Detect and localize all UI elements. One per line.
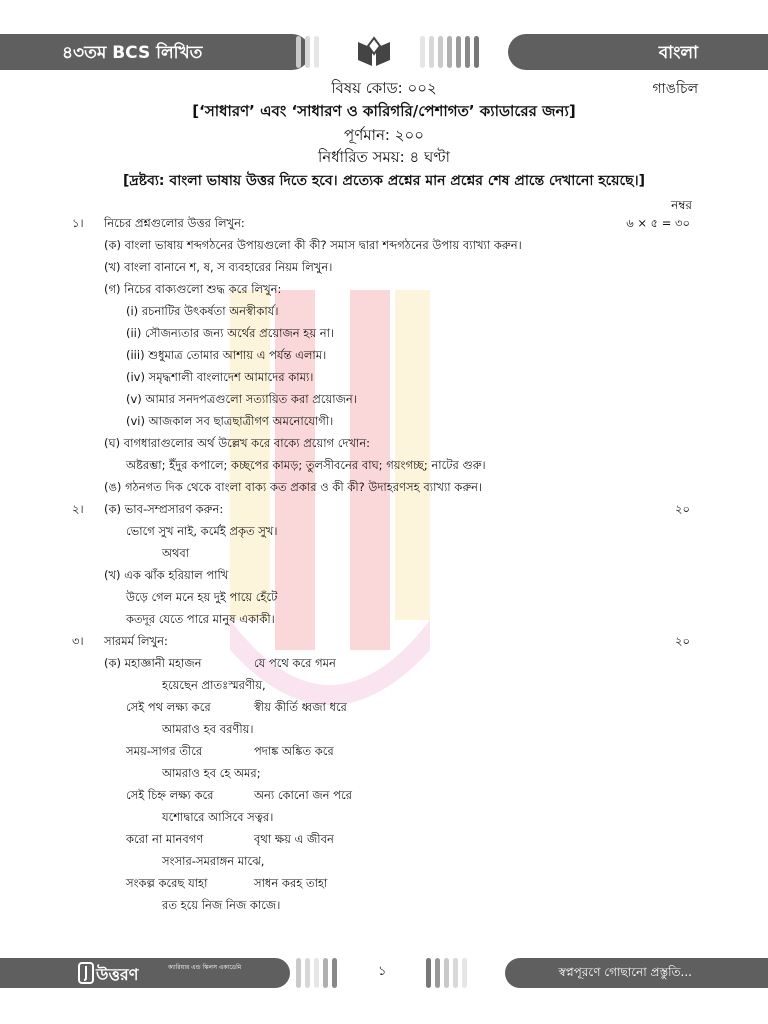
cadre-line: [‘সাধারণ’ এবং ‘সাধারণ ও কারিগরি/পেশাগত’ ক্যাডারের জন্য] [192, 102, 576, 120]
instruction-note: [দ্রষ্টব্য: বাংলা ভাষায় উত্তর দিতে হবে। প্রত্যেক প্রশ্নের মান প্রশ্নের শেষ প্রান্তে দেখানো হয়েছে।] [122, 173, 646, 189]
brand-logo-icon [78, 962, 94, 984]
poem-line-9a: করো না মানবগণ [126, 832, 204, 846]
footer-right-band [505, 958, 768, 988]
q1-a: (ক) বাংলা ভাষায় শব্দগঠনের উপায়গুলো কী কী? সমাস দ্বারা শব্দগঠনের উপায় ব্যাখ্যা করুন। [104, 238, 522, 252]
q3-text: সারমর্ম লিখুন: [104, 634, 168, 648]
q1-number: ১। [72, 216, 84, 230]
header-left-band [0, 34, 310, 70]
page-number: ১ [378, 964, 387, 979]
q1-c: (গ) নিচের বাক্যগুলো শুদ্ধ করে লিখুন: [104, 282, 282, 296]
q1-d: (ঘ) বাগধারাগুলোর অর্থ উল্লেখ করে বাক্যে প্রয়োগ দেখান: [104, 436, 371, 450]
poem-line-11a: সংকল্প করেছ যাহা [126, 876, 208, 890]
q1-c-vi: (vi) আজকাল সব ছাত্রছাত্রীগণ অমনোযোগী। [126, 414, 334, 428]
brand-subtitle: ক্যারিয়ার এন্ড স্কিলস একাডেমি [168, 964, 242, 971]
poem-line-12: রত হয়ে নিজ নিজ কাজে। [162, 898, 281, 912]
footer-slogan: স্বপ্নপূরণে গোছানো প্রস্তুতি... [558, 965, 692, 979]
poem-line-4: আমরাও হব বরণীয়। [162, 722, 254, 736]
poem-line-3b: স্বীয় কীর্তি ধ্বজা ধরে [254, 700, 347, 714]
q1-text: নিচের প্রশ্নগুলোর উত্তর লিখুন: [104, 216, 245, 230]
q2-b-line2: কতদূর যেতে পারে মানুষ একাকী। [126, 612, 275, 626]
time-allowed: নির্ধারিত সময়: ৪ ঘণ্টা [317, 148, 451, 166]
q1-b: (খ) বাংলা বানানে শ, ষ, স ব্যবহারের নিয়ম লিখুন। [104, 260, 333, 274]
q2-b-line1: উড়ে গেল মনে হয় দুই পায়ে হেঁটে [126, 590, 278, 604]
footer-stripes-left [296, 958, 341, 988]
q1-c-iv: (iv) সমৃদ্ধশালী বাংলাদেশ আমাদের কাম্য। [126, 370, 314, 384]
full-marks: পূর্ণমান: ২০০ [344, 126, 424, 144]
tag-label: গাঙচিল [652, 81, 698, 97]
poem-line-1b: যে পথে করে গমন [254, 656, 336, 670]
q2-b: (খ) এক ঝাঁক হরিয়াল পাখি [104, 568, 229, 582]
poem-line-7b: অন্য কোনো জন পরে [254, 788, 352, 802]
poem-line-5b: পদাঙ্ক অঙ্কিত করে [254, 744, 334, 758]
q3-marks: ২০ [675, 634, 690, 648]
q3-number: ৩। [72, 634, 84, 648]
poem-line-3a: সেই পথ লক্ষ্য করে [126, 700, 211, 714]
q2-number: ২। [72, 502, 84, 516]
q1-e: (ঙ) গঠনগত দিক থেকে বাংলা বাক্য কত প্রকার ও কী কী? উদাহরণসহ ব্যাখ্যা করুন। [104, 480, 483, 494]
subject-code: বিষয় কোড: ০০২ [331, 79, 437, 97]
q1-marks: ৬ × ৫ = ৩০ [626, 216, 690, 230]
footer-left-band [0, 958, 290, 988]
q1-c-i: (i) রচনাটির উৎকর্ষতা অনস্বীকার্য। [126, 304, 279, 318]
poem-line-10: সংসার-সমরাঙ্গন মাঝে, [162, 854, 265, 868]
poem-line-2: হয়েছেন প্রাতঃস্মরণীয়, [162, 678, 266, 692]
footer-stripes-right [426, 958, 471, 988]
poem-line-9b: বৃথা ক্ষয় এ জীবন [254, 832, 334, 846]
poem-line-7a: সেই চিহ্ন লক্ষ্য করে [126, 788, 214, 802]
q2-text: (ক) ভাব-সম্প্রসারণ করুন: [104, 502, 224, 516]
poem-line-5a: সময়-সাগর তীরে [126, 744, 203, 758]
q1-c-v: (v) আমার সনদপত্রগুলো সত্যায়িত করা প্রয়োজন। [126, 392, 357, 406]
header-stripes-left [296, 36, 323, 68]
brand-name: উত্তরণ [96, 965, 139, 984]
poem-line-1a: (ক) মহাজ্ঞানী মহাজন [104, 656, 202, 670]
q1-d-list: অষ্টরম্ভা; ইঁদুর কপালে; কচ্ছপের কামড়; তুলসীবনের বাঘ; গয়ংগচ্ছ; নাটের গুরু। [126, 458, 486, 472]
header-subject: বাংলা [658, 43, 698, 63]
q2-marks: ২০ [675, 502, 690, 516]
header-right-band [508, 34, 768, 70]
poem-line-11b: সাধন করহ তাহা [254, 876, 328, 890]
q1-c-iii: (iii) শুধুমাত্র তোমার আশায় এ পর্যন্ত এলাম। [126, 348, 327, 362]
poem-line-8: যশোদ্বারে আসিবে সত্বর। [162, 810, 274, 824]
poem-line-6: আমরাও হব হে অমর; [162, 766, 261, 780]
header-exam-title: ৪৩তম BCS লিখিত [62, 43, 203, 63]
q2-or: অথবা [162, 546, 190, 560]
book-logo-icon [352, 34, 396, 70]
page-header [0, 34, 768, 70]
marks-column-header: নম্বর [671, 198, 692, 212]
header-stripes-right [420, 36, 483, 68]
q1-c-ii: (ii) সৌজন্যতার জন্য অর্থের প্রয়োজন হয় না। [126, 326, 335, 340]
q2-a-line: ভোগে সুখ নাই, কর্মেই প্রকৃত সুখ। [126, 524, 278, 538]
